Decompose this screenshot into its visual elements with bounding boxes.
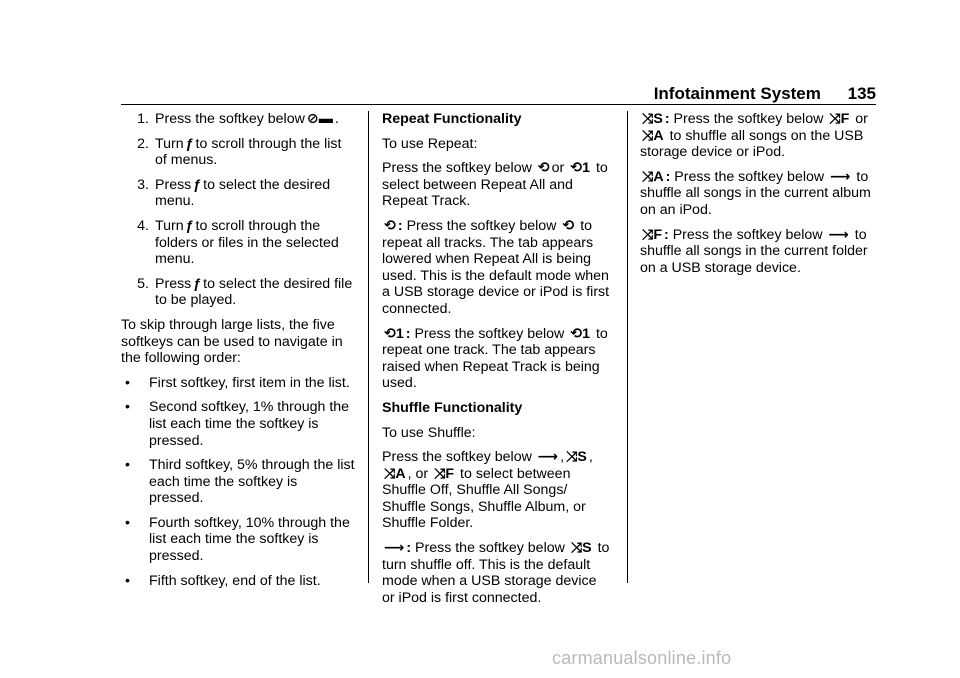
shuffle-off-icon: ⟶ (384, 540, 405, 557)
list-item: • First softkey, first item in the list. (125, 374, 350, 391)
header-rule (121, 104, 876, 105)
menu-icon: ⊘▬ (306, 111, 333, 127)
tune-knob-icon: ƒ (193, 176, 202, 193)
column-right (640, 111, 876, 284)
paragraph: ⤨F : Press the softkey below ⟶ to shuffle all songs in the current folder on a USB storage device. (640, 226, 868, 276)
column-divider (368, 111, 369, 583)
column-middle (382, 111, 612, 614)
shuffle-off-icon: ⟶ (828, 226, 849, 243)
shuffle-folder-icon: ⤨F (642, 226, 663, 243)
paragraph: Press the softkey below ⟲ or ⟲1 to select between Repeat All and Repeat Track. (382, 160, 608, 210)
shuffle-off-icon: ⟶ (537, 449, 559, 466)
page-header (560, 84, 876, 104)
shuffle-album-icon: ⤨A (384, 465, 406, 482)
repeat-one-icon: ⟲1 (570, 160, 591, 177)
repeat-one-icon: ⟲1 (384, 325, 404, 342)
repeat-icon: ⟲ (384, 217, 396, 234)
shuffle-folder-icon: ⤨F (829, 111, 850, 127)
list-item: • Fourth softkey, 10% through the list each time the softkey is pressed. (125, 514, 350, 565)
paragraph: ⟲ : Press the softkey below ⟲ to repeat all tracks. The tab appears lowered when Repeat All is being used. This is the default mode when a USB storage device or iPod is first connected. (382, 217, 610, 317)
list-item: • Third softkey, 5% through the list each time the softkey is pressed. (125, 457, 355, 507)
paragraph: To use Shuffle: (382, 424, 476, 441)
page-number: 135 (847, 84, 876, 103)
list-item: 2. Turn ƒ to scroll through the list of menus. (137, 135, 342, 169)
shuffle-album-icon: ⤨A (642, 168, 664, 185)
paragraph: ⤨S : Press the softkey below ⤨F or ⤨A to shuffle all songs on the USB storage device or iPod. (640, 111, 868, 161)
tune-knob-icon: ƒ (185, 217, 194, 234)
paragraph: To skip through large lists, the five softkeys can be used to navigate in the following order: (121, 316, 343, 367)
watermark: carmanualsonline.info (552, 648, 732, 668)
shuffle-off-icon: ⟶ (830, 168, 851, 185)
list-item: • Second softkey, 1% through the list each time the softkey is pressed. (125, 399, 350, 449)
paragraph: ⟲1 : Press the softkey below ⟲1 to repeat one track. The tab appears raised when Repeat Track is being used. (382, 325, 608, 392)
section-title: Infotainment System (653, 84, 821, 103)
column-divider (627, 111, 628, 583)
tune-knob-icon: ƒ (185, 135, 194, 152)
section-heading: Repeat Functionality (382, 111, 522, 127)
shuffle-songs-icon: ⤨S (642, 111, 663, 127)
repeat-one-icon: ⟲1 (570, 325, 591, 342)
tune-knob-icon: ƒ (193, 275, 202, 292)
paragraph: ⤨A : Press the softkey below ⟶ to shuffle all songs in the current album on an iPod. (640, 168, 871, 218)
section-heading: Shuffle Functionality (382, 399, 523, 416)
shuffle-songs-icon: ⤨S (566, 449, 587, 466)
repeat-icon: ⟲ (537, 160, 550, 177)
list-item: 4. Turn ƒ to scroll through the folders or files in the selected menu. (137, 217, 339, 268)
list-item: 5. Press ƒ to select the desired file to be played. (137, 275, 353, 309)
list-item: • Fifth softkey, end of the list. (125, 572, 321, 589)
paragraph: Press the softkey below ⟶ , ⤨S , ⤨A , or ⤨F to select between Shuffle Off, Shuffle All Songs/ Shuffle Songs, Shuffle Album, or Shuffle Folder. (382, 449, 593, 532)
list-item: 3. Press ƒ to select the desired menu. (137, 176, 331, 210)
shuffle-songs-icon: ⤨S (570, 540, 592, 557)
column-left (121, 111, 355, 597)
shuffle-album-icon: ⤨A (642, 127, 664, 144)
list-item: 1. Press the softkey below ⊘▬ . (137, 111, 339, 127)
shuffle-folder-icon: ⤨F (434, 465, 455, 482)
paragraph: ⟶ : Press the softkey below ⤨S to turn shuffle off. This is the default mode when a USB storage device or iPod is first connected. (382, 540, 610, 606)
repeat-icon: ⟲ (562, 217, 575, 234)
paragraph: To use Repeat: (382, 135, 478, 152)
